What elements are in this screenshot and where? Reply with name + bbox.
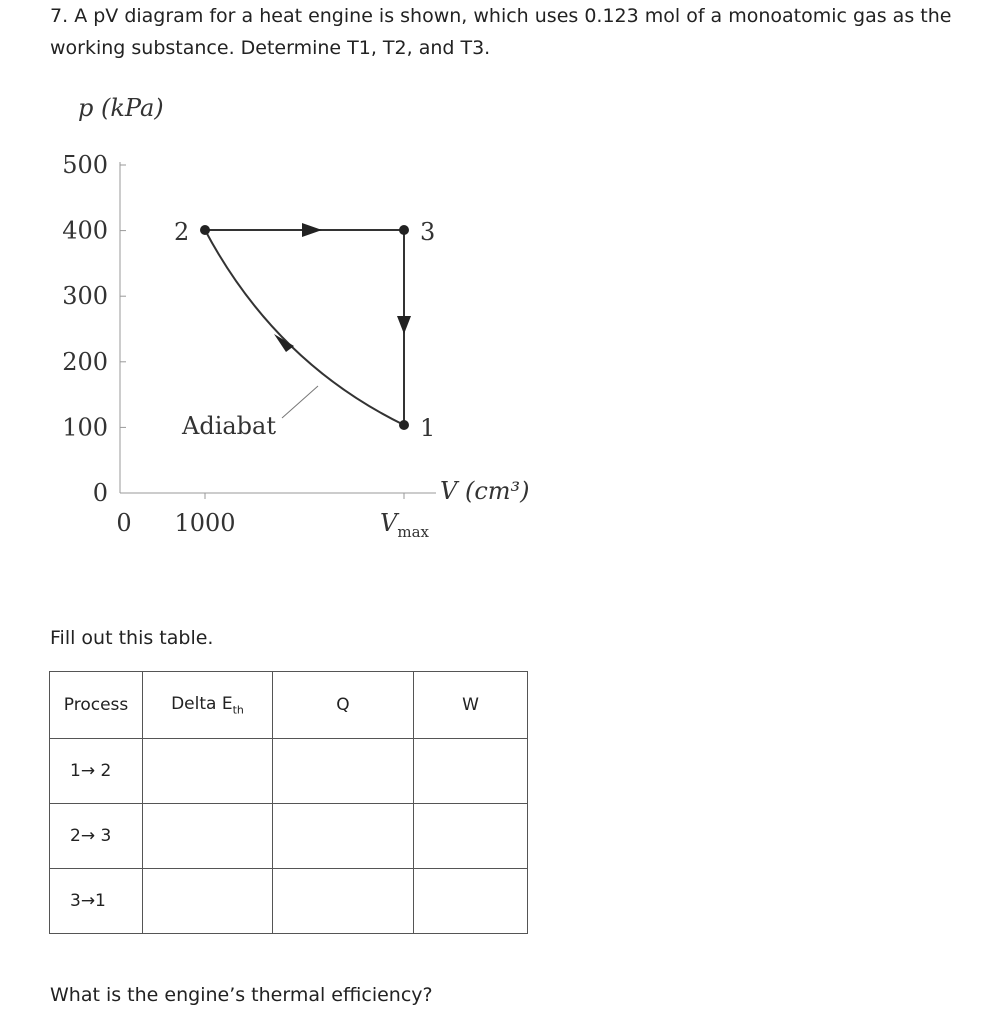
- y-tick-label: 300: [62, 282, 108, 311]
- y-tick-label: 200: [62, 347, 108, 376]
- x-tick-label-1000: 1000: [174, 509, 236, 537]
- point-2-label: 2: [174, 218, 190, 246]
- x-tick-label-vmax: $V_{max}$: [380, 509, 429, 541]
- process-cell: 2→ 3: [50, 804, 143, 869]
- x-axis-label: V (cm³): [440, 477, 530, 505]
- y-ticks: [62, 151, 126, 507]
- point-3-label: 3: [420, 218, 436, 246]
- table-header-row: [50, 672, 528, 739]
- w-cell[interactable]: [414, 804, 528, 869]
- q-cell[interactable]: [273, 869, 414, 934]
- table-row: [50, 869, 528, 934]
- isobar-arrow: [302, 223, 322, 237]
- delta-eth-cell[interactable]: [143, 804, 273, 869]
- header-delta-eth: Delta $E_{th}$: [143, 672, 273, 739]
- q-cell[interactable]: [273, 739, 414, 804]
- adiabat-leader: [282, 386, 318, 418]
- adiabat-annotation: Adiabat: [182, 412, 276, 440]
- adiabat-arrow: [274, 334, 294, 352]
- header-w: W: [414, 672, 528, 739]
- y-tick-label: 0: [92, 479, 108, 507]
- x-tick-label-0: 0: [116, 509, 132, 537]
- header-q: Q: [273, 672, 414, 739]
- point-1-label: 1: [420, 414, 436, 442]
- adiabat-curve: [205, 230, 404, 425]
- table-row: [50, 804, 528, 869]
- answer-table: [49, 671, 528, 934]
- point-3: [399, 225, 409, 235]
- y-axis-label: p (kPa): [78, 94, 164, 122]
- q-cell[interactable]: [273, 804, 414, 869]
- isochore-arrow: [397, 316, 411, 334]
- process-cell: 1→ 2: [50, 739, 143, 804]
- y-tick-label: 400: [62, 216, 108, 245]
- w-cell[interactable]: [414, 869, 528, 934]
- question-body: A pV diagram for a heat engine is shown, which uses 0.123 mol of a monoatomic gas as the working substance. Determine T1, T2, and T3.: [50, 5, 952, 59]
- question-number: 7.: [50, 5, 69, 27]
- w-cell[interactable]: [414, 739, 528, 804]
- table-row: [50, 739, 528, 804]
- y-tick-label: 100: [62, 413, 108, 442]
- efficiency-question: What is the engine’s thermal efficiency?: [50, 984, 433, 1006]
- delta-eth-cell[interactable]: [143, 869, 273, 934]
- process-cell: 3→1: [50, 869, 143, 934]
- delta-eth-cell[interactable]: [143, 739, 273, 804]
- point-1: [399, 420, 409, 430]
- point-2: [200, 225, 210, 235]
- y-tick-label: 500: [62, 151, 108, 179]
- header-process: Process: [50, 672, 143, 739]
- table-prompt: Fill out this table.: [50, 627, 214, 649]
